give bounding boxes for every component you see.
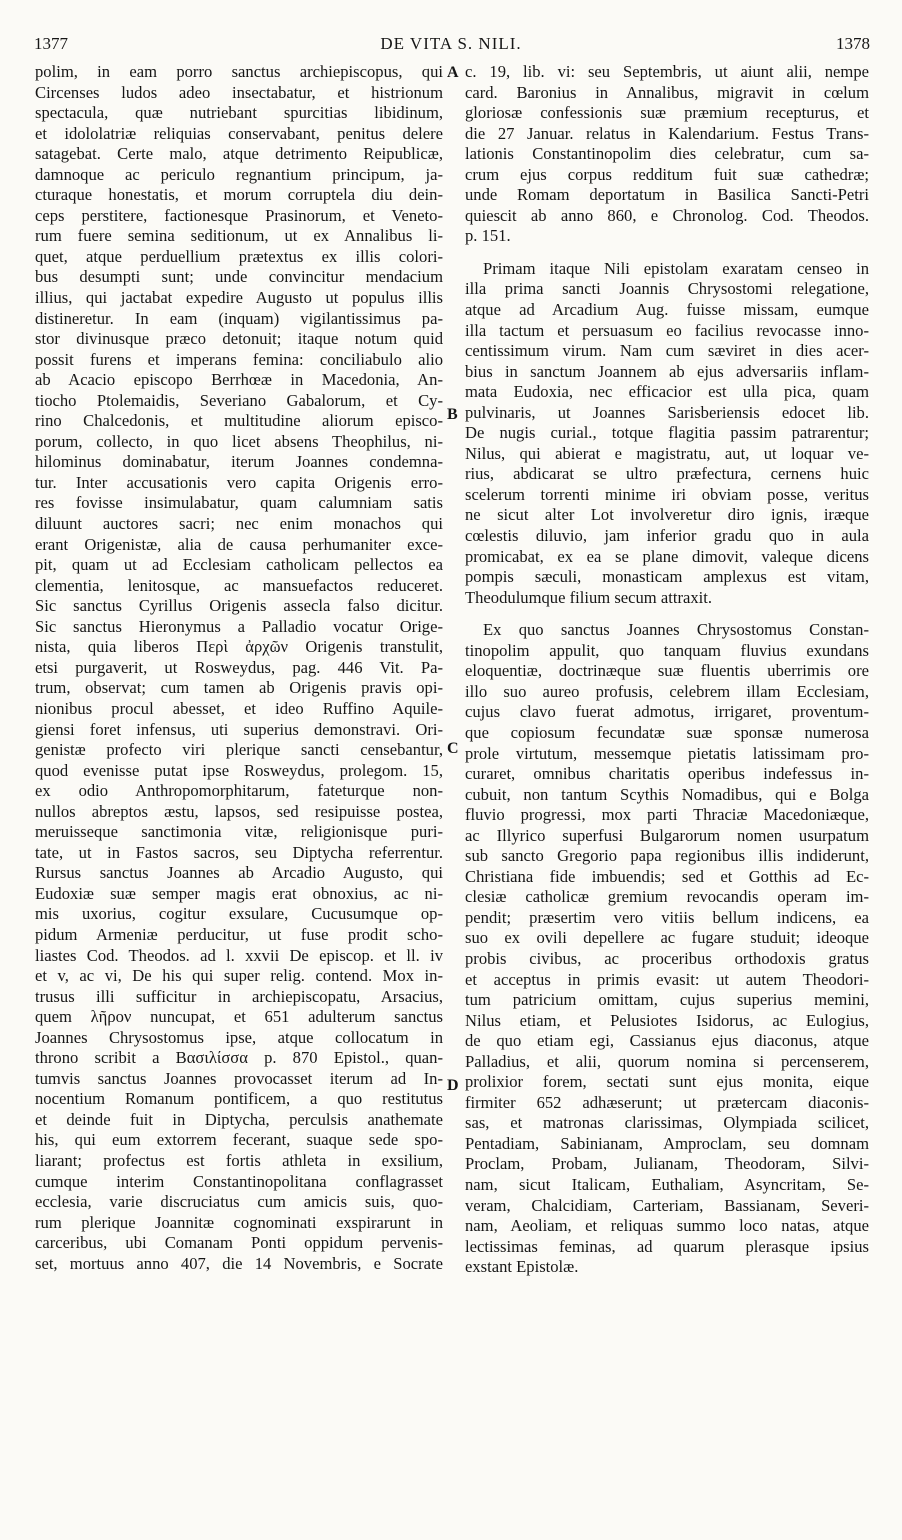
text-line: gloriosæ confessionis suæ præmium recepturus, et <box>465 103 869 123</box>
text-line: pompis sæculi, monasticam amplexus est vitam, <box>465 567 869 587</box>
text-line: ab Acacio episcopo Berrhœæ in Macedonia, An- <box>35 370 443 390</box>
text-line: ceps perstitere, factionesque Prasinorum, et Veneto- <box>35 205 443 225</box>
text-line: Sic sanctus Cyrillus Origenis assecla falso dicitur. <box>35 596 443 616</box>
text-line: lectissimas feminas, ad quarum plerasque ipsius <box>465 1236 869 1256</box>
paragraph-2 <box>465 259 869 608</box>
text-line: firmiter 652 adhæserunt; ut prætercam diaconis- <box>465 1092 869 1112</box>
text-line: bius in sanctum Joannem ab ejus adversariis inflam- <box>465 361 869 381</box>
text-line: sas, et matronas clarissimas, Olympiada scilicet, <box>465 1113 869 1133</box>
text-line: nam, Aeoliam, et reliquas summo loco natas, atque <box>465 1216 869 1236</box>
text-line: probis civibus, ac proceribus orthodoxis gratus <box>465 948 869 968</box>
text-line: nullos abreptos æstu, lapsos, sed resipuisse postea, <box>35 801 443 821</box>
text-line: tum patricium omittam, cujus superius memini, <box>465 990 869 1010</box>
text-line: distineretur. In eam (inquam) vigilantissimus pa- <box>35 308 443 328</box>
text-line: erant Origenistæ, alia de causa perhumaniter exce- <box>35 534 443 554</box>
page-header <box>32 34 870 60</box>
text-line: fluvio progressi, mox parti Thraciæ Macedoniæque, <box>465 805 869 825</box>
text-line: Eudoxiæ suæ semper magis erat obnoxius, ac ni- <box>35 883 443 903</box>
page-number-left: 1377 <box>34 34 68 53</box>
text-line: ne sicut alter Lot involveretur diro ignis, iræque <box>465 505 869 525</box>
text-line: trusus illi sufficitur in archiepiscopatu, Arsacius, <box>35 986 443 1006</box>
text-line: quod evenisse putat ipse Rosweydus, prolegom. 15, <box>35 760 443 780</box>
text-line: tate, ut in Fastos sacros, seu Diptycha referrentur. <box>35 842 443 862</box>
text-line: Circenses ludos adeo insectabatur, et histrionum <box>35 82 443 102</box>
text-line: Primam itaque Nili epistolam exaratam censeo in <box>483 258 869 278</box>
text-line: Sic sanctus Hieronymus a Palladio vocatur Orige- <box>35 616 443 636</box>
text-line: pulvinaris, ut Joannes Sarisberiensis edocet lib. <box>465 402 869 422</box>
text-line: Rursus sanctus Joannes ab Arcadio Augusto, qui <box>35 863 443 883</box>
text-line: nocentium Romanum pontificem, a quo restitutus <box>35 1089 443 1109</box>
text-line: porum, collecto, in quo licet absens Theophilus, ni- <box>35 431 443 451</box>
text-line: unde Romam deportatum in Basilica Sancti-Petri <box>465 185 869 205</box>
text-line: Palladius, et alii, quorum nomina si percenserem, <box>465 1051 869 1071</box>
text-line: cubuit, non tantum Scythis Nomadibus, qui e Bolga <box>465 784 869 804</box>
text-line: illa prima sancti Joannis Chrysostomi relegatione, <box>465 279 869 299</box>
text-line: Nilus, qui abierat e magistratu, aut, ut loquar ve- <box>465 443 869 463</box>
text-line: mis uxorius, cogitur exsulare, Cucusumque op- <box>35 904 443 924</box>
text-line: et acceptus in primis evasit: ut autem Theodori- <box>465 969 869 989</box>
text-line: tiocho Ptolemaidis, Severiano Gabalorum, et Cy- <box>35 390 443 410</box>
text-line: rum fuere semina seditionum, ut ex Annalibus li- <box>35 226 443 246</box>
text-line: prole virtutum, messemque pietatis latissimam pro- <box>465 743 869 763</box>
text-line: que copiosum fecundatæ suæ sponsæ numerosa <box>465 722 869 742</box>
text-line: hilominus dominabatur, iterum Joannes condemna- <box>35 452 443 472</box>
text-line: ac Illyrico superfusi Bulgarorum nomen usurpatum <box>465 825 869 845</box>
right-column <box>465 62 869 1278</box>
text-line: c. 19, lib. vi: seu Septembris, ut aiunt alii, nempe <box>465 62 869 81</box>
text-line: cujus clavo fuerat admotus, irrigaret, proventum- <box>465 702 869 722</box>
text-line: rum plerique Joannitæ cognominati exspirarunt in <box>35 1212 443 1232</box>
text-line: set, mortuus anno 407, die 14 Novembris, e Socrate <box>35 1253 443 1273</box>
text-line: p. 151. <box>465 226 511 246</box>
text-line: lationis Constantinopolim dies celebratur, cum sa- <box>465 144 869 164</box>
text-line: ecclesia, varie discruciatus cum amicis suis, quo- <box>35 1192 443 1212</box>
text-line: veram, Chalcidiam, Carteriam, Bassianam, Severi- <box>465 1195 869 1215</box>
margin-letter-c: C <box>447 740 459 757</box>
text-line: nionibus procul abesset, et ideo Ruffino Aquile- <box>35 698 443 718</box>
text-line: Joannes Chrysostomus ipse, atque collocatum in <box>35 1027 443 1047</box>
text-line: clesiæ catholicæ gremium revocandis operam im- <box>465 887 869 907</box>
text-line: cturaque honestatis, et morum corruptela diu dein- <box>35 185 443 205</box>
text-line: throno scribit a Βασιλίσσα p. 870 Epistol., quan- <box>35 1048 443 1068</box>
text-line: De nugis curial., totque flagitia passim patrarentur; <box>465 423 869 443</box>
text-line: illius, qui jactabat expedire Augusto ut populus illis <box>35 288 443 308</box>
text-line: et idololatriæ reliquias conservabant, penitus delere <box>35 123 443 143</box>
text-line: card. Baronius in Annalibus, migravit in cœlum <box>465 82 869 102</box>
margin-letter-a: A <box>447 64 459 81</box>
text-line: centissimum virum. Nam cum sæviret in dies acer- <box>465 341 869 361</box>
paragraph-1 <box>465 62 869 247</box>
text-line: liarant; profectus est fortis athleta in exsilium, <box>35 1150 443 1170</box>
text-line: Proclam, Probam, Julianam, Theodoram, Silvi- <box>465 1154 869 1174</box>
text-line: suo ex ovili depellere ac fugare studuit; ideoque <box>465 928 869 948</box>
text-line: bus desumpti sunt; unde convincitur mendacium <box>35 267 443 287</box>
text-line: quem λῆρον nuncupat, et 651 adulterum sanctus <box>35 1007 443 1027</box>
text-line: his, qui eum extorrem fecerant, suaque sede spo- <box>35 1130 443 1150</box>
text-line: sub sancto Gregorio papa regionibus illis indiderunt, <box>465 846 869 866</box>
text-line: et v, ac vi, De his qui super relig. contend. Mox in- <box>35 966 443 986</box>
text-line: crum ejus corpus redditum fuit suæ cathedræ; <box>465 164 869 184</box>
text-line: cœlestis diluvio, jam inferior gradu quo in aula <box>465 526 869 546</box>
text-line: res fovisse insimulabatur, quam calumniam satis <box>35 493 443 513</box>
text-line: nista, quia liberos Περὶ ἀρχῶν Origenis transtulit, <box>35 637 443 657</box>
text-line: possit furens et imperans femina: conciliabulo alio <box>35 349 443 369</box>
text-line: spectacula, quæ nutriebant spurcitias libidinum, <box>35 103 443 123</box>
text-line: rius, abdicarat se ultro præfectura, cernens huic <box>465 464 869 484</box>
text-line: tumvis sanctus Joannes provocasset iterum ad In- <box>35 1068 443 1088</box>
text-line: damnoque ac periculo regnantium principum, ja- <box>35 164 443 184</box>
text-line: pit, quam ut ad Ecclesiam catholicam pellectos ea <box>35 555 443 575</box>
page-number-right: 1378 <box>836 34 870 53</box>
text-line: prolixior forem, sectati sunt ejus monita, eique <box>465 1072 869 1092</box>
left-column <box>35 62 443 1274</box>
text-line: illa tactum et persuasum eo facilius revocasse inno- <box>465 320 869 340</box>
text-line: ex odio Anthropomorphitarum, fateturque non- <box>35 781 443 801</box>
text-line: pidum Armeniæ perducitur, ut fuse prodit scho- <box>35 924 443 944</box>
text-line: satagebat. Certe malo, atque detrimento Reipublicæ, <box>35 144 443 164</box>
text-line: quet, atque perduellium prætextus ex illis colori- <box>35 246 443 266</box>
text-line: carceribus, ubi Comanam Ponti oppidum pervenis- <box>35 1233 443 1253</box>
text-line: cumque interim Constantinopolitana conflagrasset <box>35 1171 443 1191</box>
text-line: diluunt auctores sacri; nec enim monachos qui <box>35 514 443 534</box>
text-line: trum, observat; cum tamen ab Origenis pravis opi- <box>35 678 443 698</box>
text-line: stor divinusque præco detonuit; itaque notum quid <box>35 329 443 349</box>
text-line: liastes Cod. Theodos. ad l. xxvii De episcop. et ll. iv <box>35 945 443 965</box>
text-line: exstant Epistolæ. <box>465 1257 579 1277</box>
text-line: nam, sicut Italicam, Euthaliam, Asyncritam, Se- <box>465 1174 869 1194</box>
text-line: et deinde fuit in Diptycha, perculsis anathemate <box>35 1109 443 1129</box>
text-line: Theodulumque filium secum attraxit. <box>465 587 713 607</box>
text-line: mata Eudoxia, nec efficacior est ulla pica, quam <box>465 382 869 402</box>
paragraph-3 <box>465 620 869 1278</box>
text-line: Nilus etiam, et Pelusiotes Isidorus, ac Eulogius, <box>465 1010 869 1030</box>
text-line: illo suo aureo profusis, celebrem illam Ecclesiam, <box>465 681 869 701</box>
text-line: promicabat, ex ea se plane dimovit, valeque dicens <box>465 546 869 566</box>
text-line: tinopolim appulit, quo tanquam fluvius exundans <box>465 640 869 660</box>
text-line: atque ad Arcadium Aug. fuisse missam, eumque <box>465 300 869 320</box>
text-line: quiescit ab anno 860, e Chronolog. Cod. Theodos. <box>465 205 869 225</box>
text-line: scelerum torrenti minime iri obviam posse, veritus <box>465 484 869 504</box>
text-line: rino Chalcedonis, et multitudine aliorum episco- <box>35 411 443 431</box>
text-line: pendit; præsertim vero vitiis bellum indicens, ea <box>465 907 869 927</box>
text-line: Ex quo sanctus Joannes Chrysostomus Constan- <box>483 620 869 640</box>
margin-letter-b: B <box>447 406 458 423</box>
text-line: Christiana fide imbuendis; sed et Gotthis ad Ec- <box>465 866 869 886</box>
text-line: curaret, omnibus charitatis operibus indefessus in- <box>465 764 869 784</box>
text-line: giensi foret infensus, uti superius demonstravi. Ori- <box>35 719 443 739</box>
text-line: die 27 Januar. relatus in Kalendarium. Festus Trans- <box>465 123 869 143</box>
text-line: clementia, lenitosque, ac mansuefactos reduceret. <box>35 575 443 595</box>
running-title: DE VITA S. NILI. <box>380 34 522 53</box>
text-line: etsi purgaverit, ut Rosweydus, pag. 446 Vit. Pa- <box>35 657 443 677</box>
margin-letter-d: D <box>447 1077 459 1094</box>
text-line: eloquentiæ, doctrinæque suæ fluentis uberrimis ore <box>465 661 869 681</box>
text-line: polim, in eam porro sanctus archiepiscopus, qui <box>35 62 443 81</box>
text-line: de quo etiam egi, Cassianus ejus diaconus, atque <box>465 1031 869 1051</box>
text-line: meruisseque sanctimonia vitæ, religionisque puri- <box>35 822 443 842</box>
text-line: genistæ profecto viri plerique sancti censebantur, <box>35 740 443 760</box>
text-line: Pentadiam, Sabinianam, Amproclam, seu domnam <box>465 1133 869 1153</box>
text-line: tur. Inter accusationis vero capita Origenis erro- <box>35 472 443 492</box>
